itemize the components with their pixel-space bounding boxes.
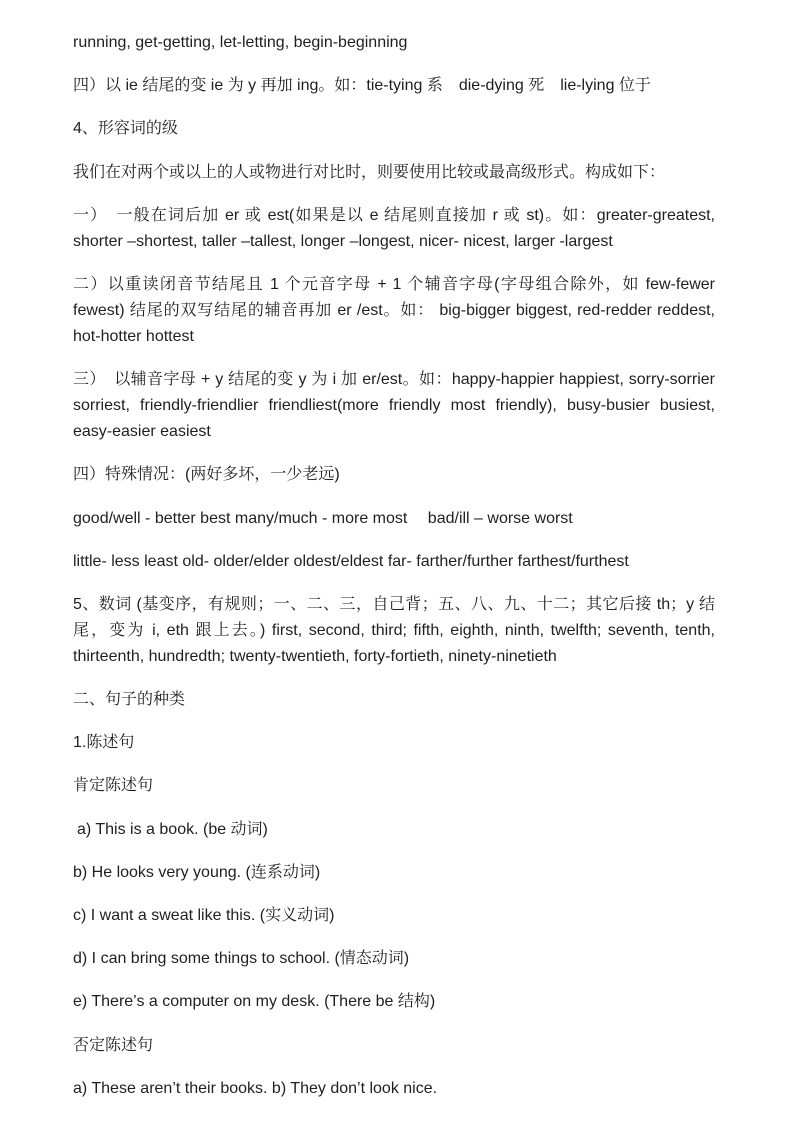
example-a-be-verb: a) This is a book. (be 动词) [77, 820, 268, 838]
paragraph-irregular-little-old-far: little- less least old- older/elder oldest/eldest far- farther/further farthest/furthest [73, 552, 629, 570]
document-page [73, 30, 715, 1119]
paragraph-rule-add-er-est: 一） 一般在词后加 er 或 est(如果是以 e 结尾则直接加 r 或 st)。如：greater-greatest, shorter –shortest, taller –tallest, longer –longest, nicer- nicest, larger -largest [73, 206, 715, 250]
paragraph-verb-doubling-examples: running, get-getting, let-letting, begin-beginning [73, 34, 408, 51]
paragraph-comparison-intro: 我们在对两个或以上的人或物进行对比时，则要使用比较或最高级形式。构成如下： [73, 163, 666, 181]
subheading-affirmative: 肯定陈述句 [73, 777, 154, 795]
paragraph-ie-to-y-rule: 四）以 ie 结尾的变 ie 为 y 再加 ing。如：tie-tying 系 die-dying 死 lie-lying 位于 [73, 77, 651, 95]
paragraph-ordinal-numbers: 5、数词 (基变序，有规则；一、二、三，自己背；五、八、九、十二；其它后接 th；y 结尾，变为 i, eth 跟上去。) first, second, third; fifth, eighth, ninth, twelfth; seventh, tenth, thirteenth, hundredth; twenty-twentieth, forty-fortieth, ninety-ninetieth [73, 595, 715, 665]
section-heading-adjective-degrees: 4、形容词的级 [73, 120, 178, 138]
subheading-declarative: 1.陈述句 [73, 734, 135, 752]
example-c-notional-verb: c) I want a sweat like this. (实义动词) [73, 907, 335, 924]
section-heading-sentence-types: 二、句子的种类 [73, 691, 186, 709]
example-e-there-be: e) There’s a computer on my desk. (There be 结构) [73, 993, 436, 1011]
subheading-negative: 否定陈述句 [73, 1036, 154, 1054]
example-negative-sentences: a) These aren’t their books. b) They don’t look nice. [73, 1079, 438, 1097]
example-b-linking-verb: b) He looks very young. (连系动词) [73, 863, 321, 881]
paragraph-rule-double-consonant: 二）以重读闭音节结尾且 1 个元音字母 + 1 个辅音字母(字母组合除外，如 few-fewer fewest) 结尾的双写结尾的辅音再加 er /est。如： big-bigger biggest, red-redder reddest, hot-hotter hottest [73, 275, 715, 345]
paragraph-irregular-good-bad: good/well - better best many/much - more most bad/ill – worse worst [73, 509, 573, 527]
example-d-modal-verb: d) I can bring some things to school. (情态动词) [73, 950, 410, 968]
paragraph-rule-y-to-i: 三） 以辅音字母 + y 结尾的变 y 为 i 加 er/est。如：happy-happier happiest, sorry-sorrier sorriest, friendly-friendlier friendliest(more friendly most friendly), busy-busier busiest, easy-easier easiest [73, 371, 715, 441]
paragraph-special-cases-heading: 四）特殊情况：(两好多坏，一少老远) [73, 466, 340, 484]
